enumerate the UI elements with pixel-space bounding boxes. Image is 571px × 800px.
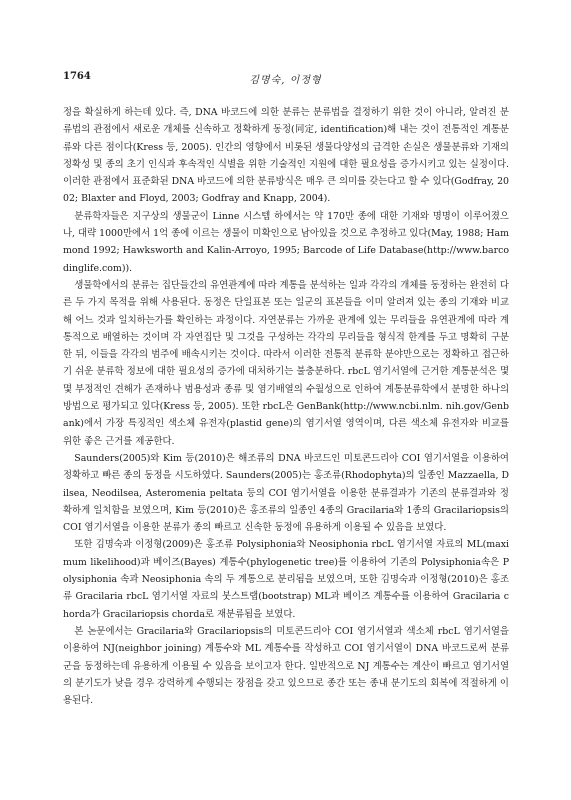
paragraph-6: 본 논문에서는 Gracilaria와 Gracilariopsis의 미토콘드리아 COI 염기서열과 색소체 rbcL 염기서열을 이용하여 NJ(neighbor joining) 계통수와 ML 계통수를 작성하고 COI 염기서열이 DNA 바코드로써 분류군을 동정하는데 유용하게 이용될 수 있음을 보이고자 한다. 일반적으로 NJ 계통수는 계산이 빠르고 염기서열의 분기도가 낮을 경우 강력하게 수행되는 장점을 갖고 있으므로 종간 또는 종내 분기도의 회복에 적절하게 이용된다. bbox=[63, 625, 509, 707]
page-header bbox=[63, 71, 508, 85]
body-text bbox=[63, 104, 509, 709]
running-title: 김명숙, 이정형 bbox=[249, 75, 322, 86]
paragraph-3: 생물학에서의 분류는 집단들간의 유연관계에 따라 계통을 분석하는 일과 각각의 개체를 동정하는 완전히 다른 두 가지 목적을 위해 사용된다. 동정은 단일표본 또는 일군의 표본들을 이미 알려져 있는 종의 기재와 비교해 어느 것과 일치하는가를 확인하는 과정이다. 자연분류는 가까운 관계에 있는 무리들을 유연관계에 따라 계통적으로 배열하는 것이며 각 자연집단 및 그것을 구성하는 각각의 무리들을 형식적 한계를 두고 명확히 구분한 뒤, 이들을 각각의 범주에 배속시키는 것이다. 따라서 이러한 전통적 분류학 분야만으로는 정확하고 접근하기 쉬운 분류학 정보에 대한 필요성의 증가에 대처하기는 불충분하다. rbcL 염기서열에 근거한 계통분석은 몇몇 부정적인 견해가 존재하나 범용성과 종류 및 염기배열의 수월성으로 인하여 계통분류학에서 분명한 하나의 방법으로 평가되고 있다(Kress 등, 2005). 또한 rbcL은 GenBank(http://www.ncbi.nlm. nih.gov/Genbank)에서 가장 특징적인 색소체 유전자(plastid gene)의 염기서열 영역이며, 다른 색소체 유전자와 비교를 위한 좋은 근거를 제공한다. bbox=[63, 279, 509, 447]
paragraph-5: 또한 김명숙과 이정형(2009)은 홍조류 Polysiphonia와 Neosiphonia rbcL 염기서열 자료의 ML(maximum likelihood)과 베이즈(Bayes) 계통수(phylogenetic tree)를 이용하여 기존의 Polysiphonia속은 Polysiphonia 속과 Neosiphonia 속의 두 계통으로 분리됨을 보였으며, 또한 김명숙과 이정형(2010)은 홍조류 Gracilaria rbcL 염기서열 자료의 붓스트랩(bootstrap) ML과 베이즈 계통수를 이용하여 Gracilaria chorda가 Gracilariopsis chorda로 재분류됨을 보였다. bbox=[63, 539, 509, 620]
paragraph-4: Saunders(2005)와 Kim 등(2010)은 해조류의 DNA 바코드인 미토콘드리아 COI 염기서열을 이용하여 정확하고 빠른 종의 동정을 시도하였다. Saunders(2005)는 홍조류(Rhodophyta)의 일종인 Mazzaella, Dilsea, Neodilsea, Asteromenia peltata 등의 COI 염기서열을 이용한 분류결과가 기존의 분류결과와 정확하게 일치함을 보였으며, Kim 등(2010)은 홍조류의 일종인 4종의 Gracilaria와 1종의 Gracilariopsis의 COI 염기서열을 이용한 분류가 종의 빠르고 신속한 동정에 유용하게 이용될 수 있음을 보였다. bbox=[63, 452, 509, 534]
page-number: 1764 bbox=[63, 71, 91, 82]
paragraph-2: 분류학자들은 지구상의 생물군이 Linne 시스템 하에서는 약 170만 종에 대한 기재와 명명이 이루어졌으나, 대략 1000만에서 1억 종에 이르는 생물이 미확인으로 남아있을 것으로 추정하고 있다(May, 1988; Hammond 1992; Hawksworth and Kalin-Arroyo, 1995; Barcode of Life Database(http://www.barcodinglife.com)). bbox=[63, 210, 509, 274]
paragraph-1: 정을 확실하게 하는데 있다. 즉, DNA 바코드에 의한 분류는 분류법을 결정하기 위한 것이 아니라, 알려진 분류법의 관점에서 새로운 개체를 신속하고 정확하게 동정(同定, identification)해 내는 것이 전통적인 계통분류와 다른 점이다(Kress 등, 2005). 인간의 영향에서 비롯된 생물다양성의 급격한 손실은 생물분류와 기재의 정확성 및 종의 초기 인식과 후속적인 식별을 위한 기술적인 지원에 대한 필요성을 증가시키고 있는 실정이다. 이러한 관점에서 표준화된 DNA 바코드에 의한 분류방식은 매우 큰 의미를 갖는다고 할 수 있다(Godfray, 2002; Blaxter and Floyd, 2003; Godfray and Knapp, 2004). bbox=[63, 107, 509, 205]
